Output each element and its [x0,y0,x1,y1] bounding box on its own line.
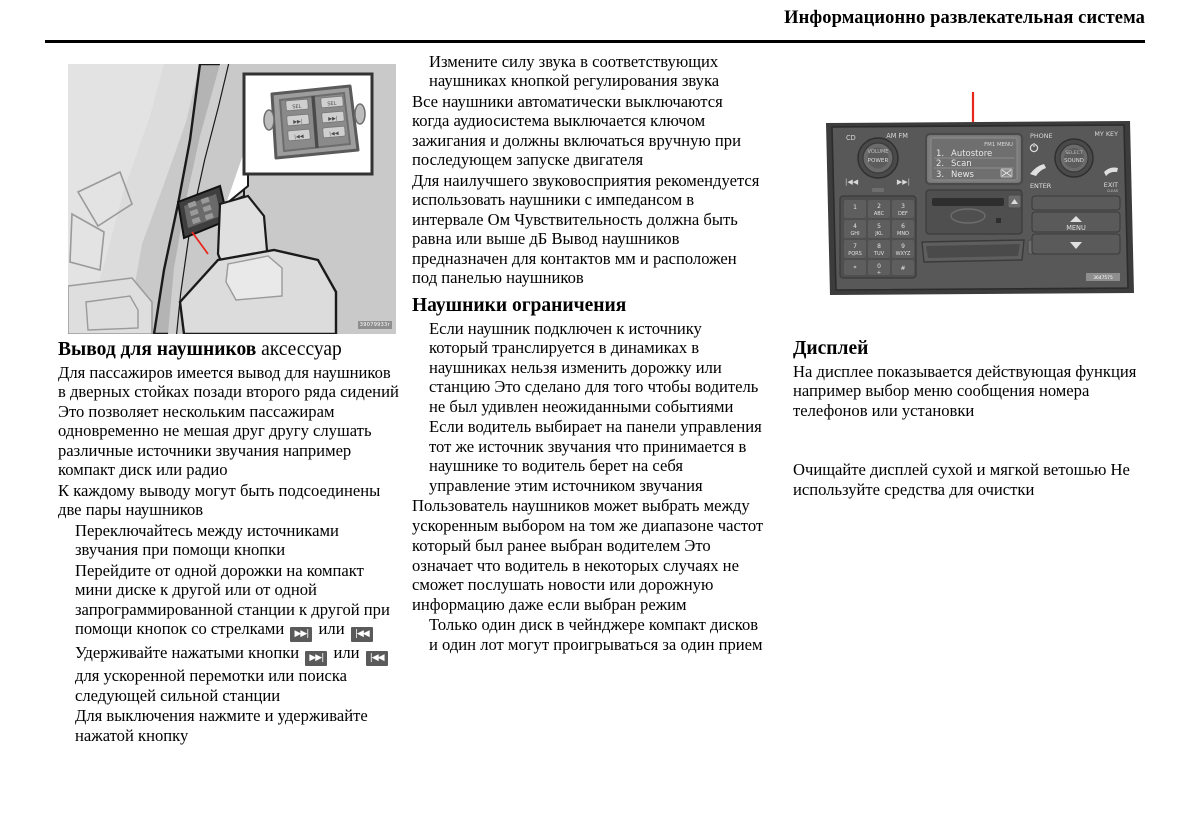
left-bullet-3-or: или [333,643,360,663]
svg-text:Scan: Scan [951,159,972,169]
svg-text:2.: 2. [936,159,945,169]
svg-text:CLEAR: CLEAR [1106,189,1118,193]
svg-text:VOLUME: VOLUME [867,149,889,155]
page-title: Информационно развлекательная система [784,8,1145,28]
mid-bullet-3: Если водитель выбирает на панели управления тот же источник звучания что принимается в наушнике то водитель берет на себя управление этим источником звучания [429,417,762,495]
mid-bullet-4b: который был ранее выбран водителем Это означает что водитель в некоторых случаях не сможет послушать новости или дорожную информацию даже если выбран режим [412,536,739,614]
svg-text:▶▶|: ▶▶| [292,118,303,126]
prev-track-icon: |◀◀ [366,651,388,666]
svg-text:DEF: DEF [898,211,908,217]
left-heading [58,338,402,361]
svg-text:SOUND: SOUND [1064,158,1084,164]
svg-text:SEL: SEL [327,100,337,108]
mid-paragraph-2: Для наилучшего звуковосприятия рекомендуется использовать наушники с импедансом в интервале Ом Чувствительность должна быть равна или выше дБ Вывод наушников предназначен для контактов мм и расположен под панелью наушников [412,170,760,288]
svg-text:4: 4 [853,223,857,230]
mid-bullet-5: Только один диск в чейнджере компакт дисков и один лот могут проигрываться за один прием [429,615,763,654]
left-bullet-2-or: или [318,619,345,639]
svg-text:3.: 3. [936,170,945,180]
svg-text:+: + [876,270,882,276]
right-paragraph-2: Очищайте дисплей сухой и мягкой ветошью Не используйте средства для очистки [793,460,1130,499]
svg-text:▶▶|: ▶▶| [896,178,910,186]
left-bullet-4: Для выключения нажмите и удерживайте нажатой кнопку [75,706,368,745]
middle-column [412,52,764,654]
left-paragraph-1: Для пассажиров имеется вывод для наушников в дверных стойках позади второго ряда сидений Это позволяет нескольким пассажирам одновременно не мешая друг другу слушать различные источники звучания например компакт диск или радио [58,363,399,480]
next-track-icon: ▶▶| [290,627,312,642]
svg-text:GHI: GHI [850,231,860,237]
mid-heading: Наушники ограничения [412,294,627,316]
svg-text:|◀◀: |◀◀ [845,178,859,186]
svg-text:2: 2 [877,203,881,210]
left-paragraph-2: К каждому выводу могут быть подсоединены две пары наушников [58,480,381,520]
mid-paragraph-1: Все наушники автоматически выключаются когда аудиосистема выключается ключом зажигания и должны включаться вручную при последующем запуске двигателя [412,91,741,170]
left-bullet-3 [58,643,402,705]
mid-bullet-4: Пользователь наушников может выбрать между ускоренным выбором на том же диапазоне частот [412,496,764,535]
svg-text:MENU: MENU [1066,224,1086,232]
page-header [0,0,1190,48]
svg-text:7: 7 [853,243,857,250]
display-mode-label: FM1 MENU [984,142,1013,148]
svg-text:SEL: SEL [292,103,302,111]
figure-code-left: 39079933r [359,322,390,328]
svg-text:8: 8 [877,243,881,250]
svg-text:3: 3 [901,203,905,210]
svg-text:▶▶|: ▶▶| [327,115,338,123]
svg-text:ENTER: ENTER [1030,182,1052,190]
svg-text:6: 6 [901,223,905,230]
svg-text:JKL: JKL [875,231,883,237]
svg-text:ABC: ABC [873,211,885,217]
svg-text:MNO: MNO [897,231,909,237]
left-bullet-3-pre: Удерживайте нажатыми кнопки [75,643,300,663]
svg-text:EXIT: EXIT [1103,181,1118,189]
svg-text:PHONE: PHONE [1030,132,1053,140]
svg-text:PQRS: PQRS [848,251,862,257]
right-column [793,52,1145,499]
svg-text:News: News [951,170,974,180]
svg-text:0: 0 [877,263,881,270]
svg-text:TUV: TUV [873,251,885,257]
left-bullet-2 [58,561,402,642]
left-heading-suffix: аксессуар [256,339,342,360]
svg-text:#: # [900,265,906,272]
svg-text:1: 1 [853,204,857,211]
svg-text:3647575: 3647575 [1093,276,1113,281]
mid-bullet-2: Если наушник подключен к источнику который транслируется в динамиках в наушниках нельзя изменить дорожку или станцию Это сделано для того чтобы водитель не был удивлен неожиданными событиями [429,318,759,416]
next-track-icon: ▶▶| [305,651,327,666]
svg-text:|◀◀: |◀◀ [293,133,304,141]
svg-text:1.: 1. [936,149,945,159]
svg-text:AM FM: AM FM [886,132,908,140]
mid-bullet-1: Измените силу звука в соответствующих наушниках кнопкой регулирования звука [429,52,720,91]
svg-text:*: * [853,265,857,272]
svg-text:CD: CD [846,134,856,142]
left-column [58,52,402,745]
left-bullet-3-post: для ускоренной перемотки или поиска следующей сильной станции [75,666,348,705]
svg-text:SELECT: SELECT [1065,151,1083,156]
svg-text:POWER: POWER [867,158,889,164]
right-paragraph-1: На дисплее показывается действующая функция например выбор меню сообщения номера телефонов или установки [793,362,1137,420]
svg-text:|◀◀: |◀◀ [328,130,339,138]
svg-text:5: 5 [877,223,881,230]
svg-text:Autostore: Autostore [951,149,993,159]
right-heading: Дисплей [793,338,869,359]
left-bullet-2-text: Перейдите от одной дорожки на компакт мини диске к другой или от одной запрограммированной станции к другой при помощи кнопок со стрелками [75,560,390,639]
svg-text:WXYZ: WXYZ [895,251,911,257]
svg-text:MY KEY: MY KEY [1094,130,1118,138]
header-divider [45,40,1145,43]
left-bullet-1: Переключайтесь между источниками звучания при помощи кнопки [75,520,339,560]
svg-text:9: 9 [901,243,905,250]
left-heading-bold: Вывод для наушников [58,339,257,360]
prev-track-icon: |◀◀ [351,627,373,642]
